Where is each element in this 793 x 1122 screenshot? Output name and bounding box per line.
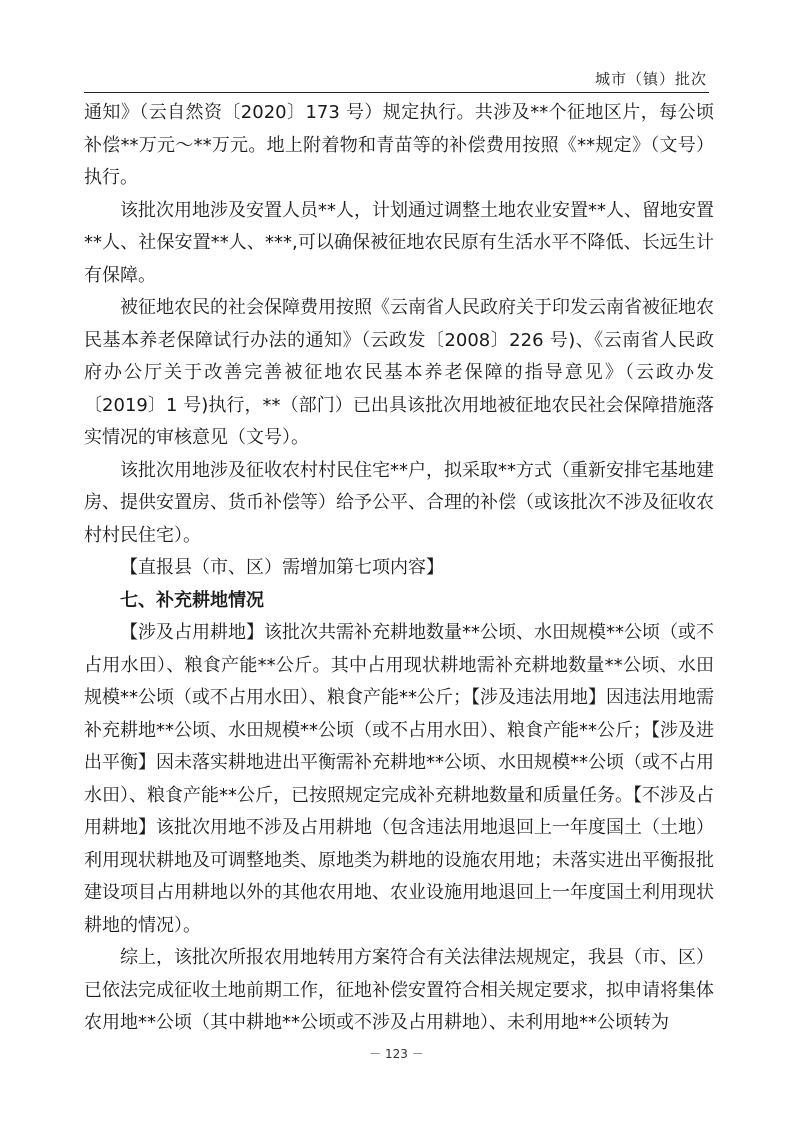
paragraph-resettlement: 该批次用地涉及安置人员**人，计划通过调整土地农业安置**人、留地安置**人、社保安置**人、***,可以确保被征地农民原有生活水平不降低、长远生计有保障。 (84, 199, 714, 286)
paragraph-cultivated-land: 【涉及占用耕地】该批次共需补充耕地数量**公顷、水田规模**公顷（或不占用水田）、粮食产能**公斤。其中占用现状耕地需补充耕地数量**公顷、水田规模**公顷（或不占用水田）、粮食产能**公斤；【涉及违法用地】因违法用地需补充耕地**公顷、水田规模**公顷（或不占用水田）、粮食产能**公斤；【涉及进出平衡】因未落实耕地进出平衡需补充耕地**公顷、水田规模**公顷（或不占用水田）、粮食产能**公斤，已按照规定完成补充耕地数量和质量任务。【不涉及占用耕地】该批次用地不涉及占用耕地（包含违法用地退回上一年度国土（土地）利用现状耕地及可调整地类、原地类为耕地的设施农用地；未落实进出平衡报批建设项目占用耕地以外的其他农用地、农业设施用地退回上一年度国土利用现状耕地的情况）。 (84, 622, 714, 936)
section-heading-cultivated-land: 七、补充耕地情况 (120, 589, 264, 611)
page-header (84, 62, 709, 93)
document-body (84, 97, 714, 1040)
paragraph-direct-county-note: 【直报县（市、区）需增加第七项内容】 (120, 557, 444, 578)
paragraph-housing: 该批次用地涉及征收农村村民住宅**户，拟采取**方式（重新安排宅基地建房、提供安置房、货币补偿等）给予公平、合理的补偿（或该批次不涉及征收农村村民住宅）。 (84, 459, 714, 546)
paragraph-compensation-standard: 通知》（云自然资〔2020〕173 号）规定执行。共涉及**个征地区片，每公顷补偿**万元～**万元。地上附着物和青苗等的补偿费用按照《**规定》（文号）执行。 (84, 102, 714, 188)
header-title: 城市（镇）批次 (594, 70, 707, 88)
page-number: － 123 － (369, 1047, 424, 1061)
paragraph-summary: 综上，该批次所报农用地转用方案符合有关法律法规规定，我县（市、区）已依法完成征收土地前期工作，征地补偿安置符合相关规定要求，拟申请将集体农用地**公顷（其中耕地**公顷或不涉及占用耕地）、未利用地**公顷转为 (84, 947, 714, 1033)
paragraph-social-security: 被征地农民的社会保障费用按照《云南省人民政府关于印发云南省被征地农民基本养老保障试行办法的通知》（云政发〔2008〕226 号)、《云南省人民政府办公厅关于改善完善被征地农民基本养老保障的指导意见》（云政办发〔2019〕1 号)执行，**（部门）已出具该批次用地被征地农民社会保障措施落实情况的审核意见（文号）。 (84, 297, 714, 448)
